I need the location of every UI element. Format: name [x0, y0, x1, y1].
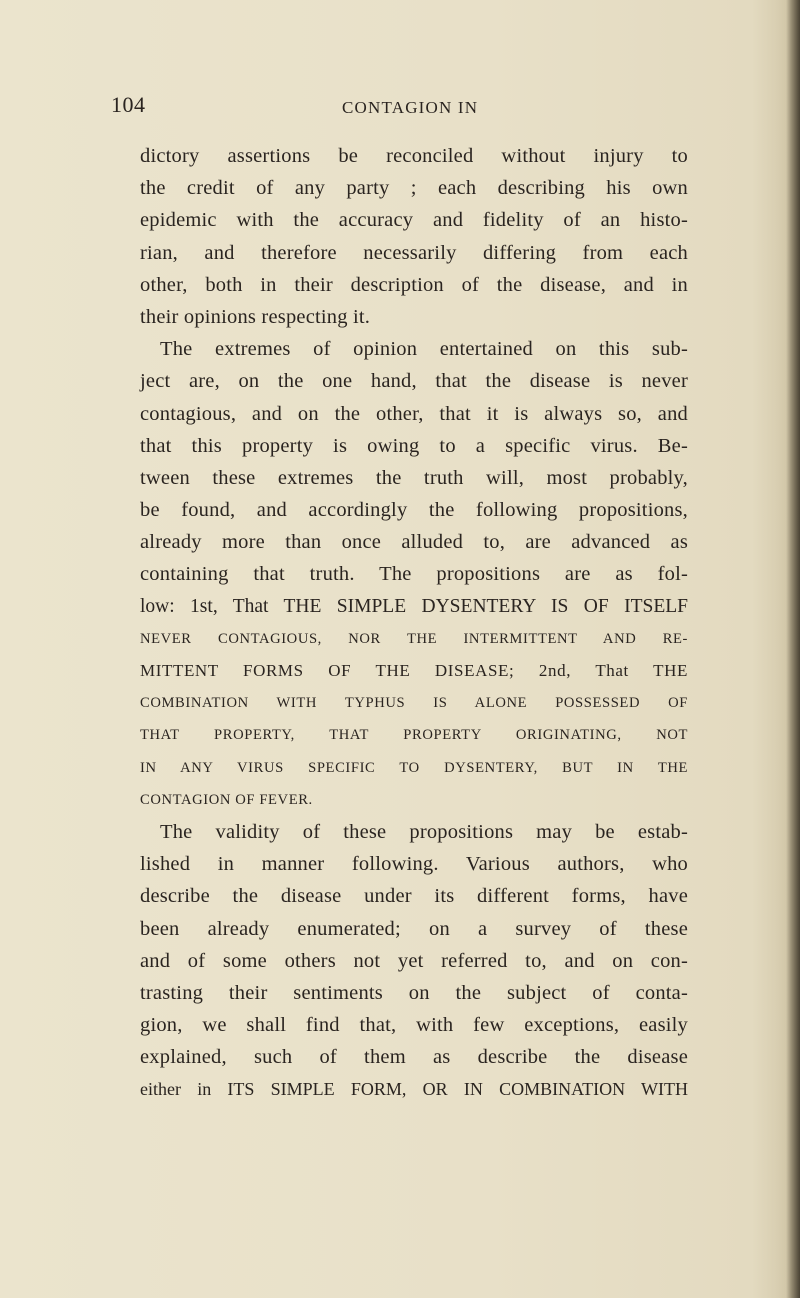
body-text: [140, 140, 688, 1106]
text-line: MITTENT FORMS OF THE DISEASE; 2nd, That THE: [140, 661, 688, 680]
text-line: gion, we shall find that, with few exceptions, easily: [140, 1014, 688, 1037]
text-line: lished in manner following. Various authors, who: [140, 853, 688, 876]
running-head: CONTAGION IN: [342, 98, 479, 117]
text-line: been already enumerated; on a survey of these: [140, 917, 688, 940]
text-line: and of some others not yet referred to, and on con-: [140, 949, 688, 972]
text-line: epidemic with the accuracy and fidelity of an histo-: [140, 209, 688, 232]
text-line: that this property is owing to a specific virus. Be-: [140, 434, 688, 457]
text-line: IN ANY VIRUS SPECIFIC TO DYSENTERY, BUT IN THE: [140, 759, 688, 776]
text-line: THAT PROPERTY, THAT PROPERTY ORIGINATING, NOT: [140, 727, 688, 744]
text-line: The validity of these propositions may be estab-: [160, 820, 688, 843]
page-header: [0, 92, 800, 132]
text-line: CONTAGION OF FEVER.: [140, 791, 313, 808]
text-line: The extremes of opinion entertained on this sub-: [160, 338, 688, 361]
text-line: contagious, and on the other, that it is always so, and: [140, 402, 688, 425]
text-line: dictory assertions be reconciled without injury to: [140, 145, 688, 167]
text-line: COMBINATION WITH TYPHUS IS ALONE POSSESSED OF: [140, 695, 688, 712]
text-line: low: 1st, That THE SIMPLE DYSENTERY IS OF ITSELF: [140, 595, 688, 617]
page-edge-shadow: [786, 0, 800, 1298]
text-line: trasting their sentiments on the subject of conta-: [140, 981, 688, 1004]
text-line: the credit of any party ; each describing his own: [140, 177, 688, 200]
text-line: other, both in their description of the disease, and in: [140, 273, 688, 296]
text-line: explained, such of them as describe the disease: [140, 1046, 688, 1069]
text-line: NEVER CONTAGIOUS, NOR THE INTERMITTENT AND RE-: [140, 630, 688, 647]
text-line: ject are, on the one hand, that the disease is never: [140, 370, 688, 393]
text-line: either in ITS SIMPLE FORM, OR IN COMBINATION WITH: [140, 1079, 688, 1100]
text-line: containing that truth. The propositions are as fol-: [140, 563, 688, 586]
text-line: be found, and accordingly the following propositions,: [140, 499, 688, 522]
page-number: 104: [111, 92, 146, 117]
text-line: rian, and therefore necessarily differing from each: [140, 241, 688, 264]
text-line: already more than once alluded to, are advanced as: [140, 531, 688, 554]
text-line: tween these extremes the truth will, most probably,: [140, 466, 688, 489]
text-line: describe the disease under its different forms, have: [140, 885, 688, 908]
text-line: their opinions respecting it.: [140, 305, 371, 328]
